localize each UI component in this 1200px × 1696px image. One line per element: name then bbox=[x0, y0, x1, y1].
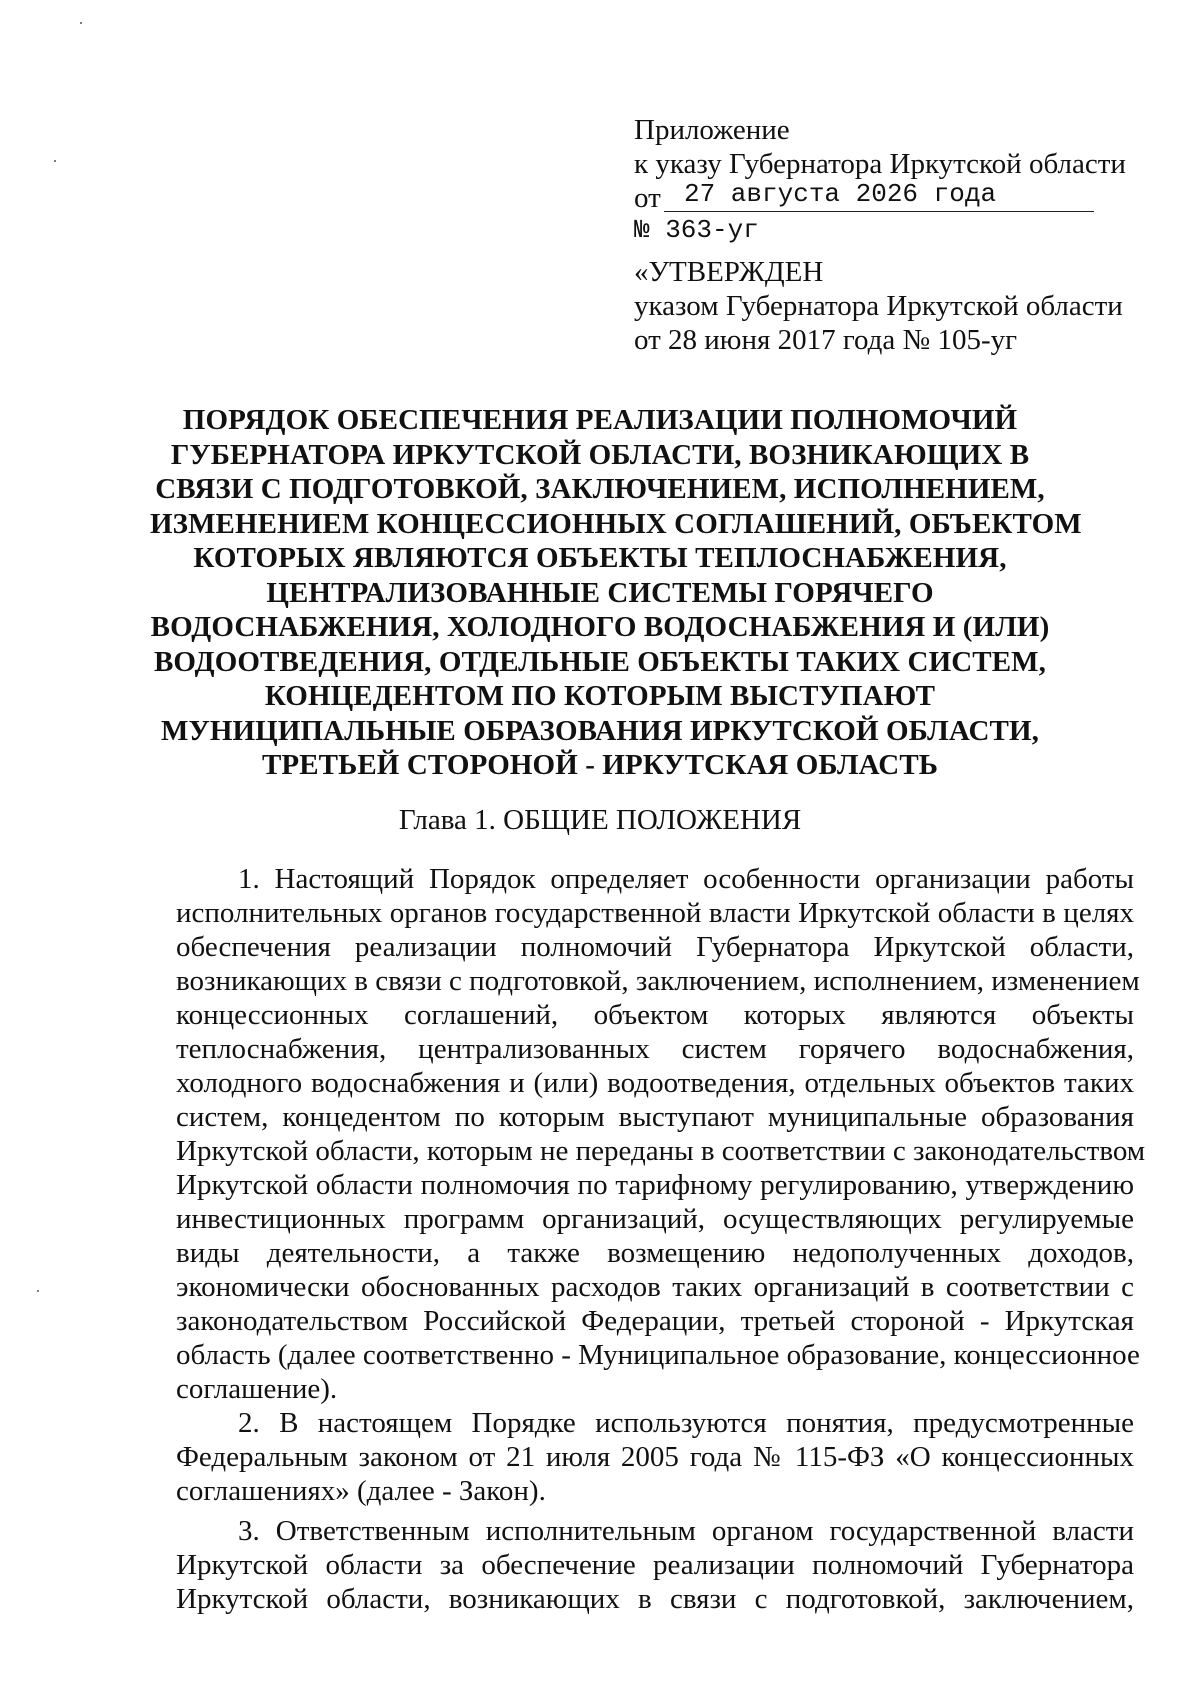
approved-by: указом Губернатора Иркутской области bbox=[634, 290, 1123, 322]
title-line: ВОДОСНАБЖЕНИЯ, ХОЛОДНОГО ВОДОСНАБЖЕНИЯ И (ИЛИ) bbox=[150, 611, 1050, 643]
chapter-heading: Глава 1. ОБЩИЕ ПОЛОЖЕНИЯ bbox=[398, 804, 802, 836]
text-line: Иркутской области, возникающих в связи с подготовкой, заключением, bbox=[176, 1583, 1134, 1615]
title-line: КОНЦЕДЕНТОМ ПО КОТОРЫМ ВЫСТУПАЮТ bbox=[264, 680, 936, 712]
title-line: СВЯЗИ С ПОДГОТОВКОЙ, ЗАКЛЮЧЕНИЕМ, ИСПОЛНЕНИЕМ, bbox=[155, 473, 1045, 505]
document-body bbox=[176, 862, 1146, 1616]
date-underline bbox=[664, 211, 1094, 212]
text-line: систем, концедентом по которым выступают муниципальные образования bbox=[176, 1101, 1134, 1133]
decree-reference: к указу Губернатора Иркутской области bbox=[634, 148, 1126, 180]
text-line: 3. Ответственным исполнительным органом государственной власти bbox=[238, 1515, 1134, 1547]
title-line: ЦЕНТРАЛИЗОВАННЫЕ СИСТЕМЫ ГОРЯЧЕГО bbox=[266, 576, 934, 609]
text-line: виды деятельности, а также возмещению недополученных доходов, bbox=[176, 1237, 1134, 1269]
paragraph-2 bbox=[176, 1406, 1134, 1508]
scan-speck bbox=[80, 22, 82, 24]
text-line: Федеральным законом от 21 июля 2005 года № 115-ФЗ «О концессионных bbox=[176, 1441, 1134, 1473]
title-line: ГУБЕРНАТОРА ИРКУТСКОЙ ОБЛАСТИ, ВОЗНИКАЮЩИХ В bbox=[170, 438, 1030, 471]
text-line: Иркутской области за обеспечение реализации полномочий Губернатора bbox=[176, 1549, 1134, 1581]
decree-date: 27 августа 2026 года bbox=[684, 179, 997, 209]
text-line: 2. В настоящем Порядке используются понятия, предусмотренные bbox=[238, 1407, 1134, 1439]
title-line: ПОРЯДОК ОБЕСПЕЧЕНИЯ РЕАЛИЗАЦИИ ПОЛНОМОЧИЙ bbox=[182, 404, 1018, 436]
decree-number-line bbox=[634, 215, 1154, 251]
text-line: обеспечения реализации полномочий Губернатора Иркутской области, bbox=[176, 931, 1134, 963]
decree-number: № 363-уг bbox=[634, 215, 759, 245]
appendix-header bbox=[634, 113, 1154, 357]
text-line: исполнительных органов государственной власти Иркутской области в целях bbox=[176, 897, 1134, 929]
decree-date-line bbox=[634, 181, 1154, 215]
title-line: ВОДООТВЕДЕНИЯ, ОТДЕЛЬНЫЕ ОБЪЕКТЫ ТАКИХ СИСТЕМ, bbox=[153, 645, 1047, 678]
paragraph-1 bbox=[176, 862, 1146, 1406]
date-prefix: от bbox=[634, 182, 661, 214]
text-line: Иркутской области полномочия по тарифному регулированию, утверждению bbox=[176, 1169, 1134, 1201]
text-line: концессионных соглашений, объектом которых являются объекты bbox=[176, 999, 1134, 1031]
text-line: соглашение). bbox=[176, 1373, 338, 1405]
text-line: теплоснабжения, централизованных систем горячего водоснабжения, bbox=[176, 1033, 1134, 1065]
approved-label: «УТВЕРЖДЕН bbox=[634, 256, 824, 288]
text-line: возникающих в связи с подготовкой, заключением, исполнением, изменением bbox=[176, 965, 1140, 997]
text-line: холодного водоснабжения и (или) водоотведения, отдельных объектов таких bbox=[176, 1067, 1134, 1099]
scan-speck bbox=[37, 1290, 39, 1292]
text-line: 1. Настоящий Порядок определяет особенности организации работы bbox=[238, 863, 1134, 895]
appendix-label: Приложение bbox=[634, 114, 790, 146]
text-line: область (далее соответственно - Муниципальное образование, концессионное bbox=[176, 1339, 1140, 1371]
text-line: экономически обоснованных расходов таких организаций в соответствии с bbox=[176, 1271, 1134, 1303]
text-line: соглашениях» (далее - Закон). bbox=[176, 1475, 546, 1507]
text-line: Иркутской области, которым не переданы в соответствии с законодательством bbox=[176, 1135, 1146, 1167]
title-line: ТРЕТЬЕЙ СТОРОНОЙ - ИРКУТСКАЯ ОБЛАСТЬ bbox=[261, 749, 939, 781]
title-line: МУНИЦИПАЛЬНЫЕ ОБРАЗОВАНИЯ ИРКУТСКОЙ ОБЛАСТИ, bbox=[161, 714, 1039, 747]
approved-date: от 28 июня 2017 года № 105-уг bbox=[634, 324, 1018, 356]
document-title bbox=[150, 403, 1082, 783]
scan-speck bbox=[54, 160, 56, 162]
title-line: КОТОРЫХ ЯВЛЯЮТСЯ ОБЪЕКТЫ ТЕПЛОСНАБЖЕНИЯ, bbox=[193, 542, 1007, 574]
text-line: инвестиционных программ организаций, осуществляющих регулируемые bbox=[176, 1203, 1134, 1235]
text-line: законодательством Российской Федерации, третьей стороной - Иркутская bbox=[176, 1305, 1134, 1337]
title-line: ИЗМЕНЕНИЕМ КОНЦЕССИОННЫХ СОГЛАШЕНИЙ, ОБЪЕКТОМ bbox=[150, 507, 1082, 540]
paragraph-3 bbox=[176, 1514, 1134, 1616]
